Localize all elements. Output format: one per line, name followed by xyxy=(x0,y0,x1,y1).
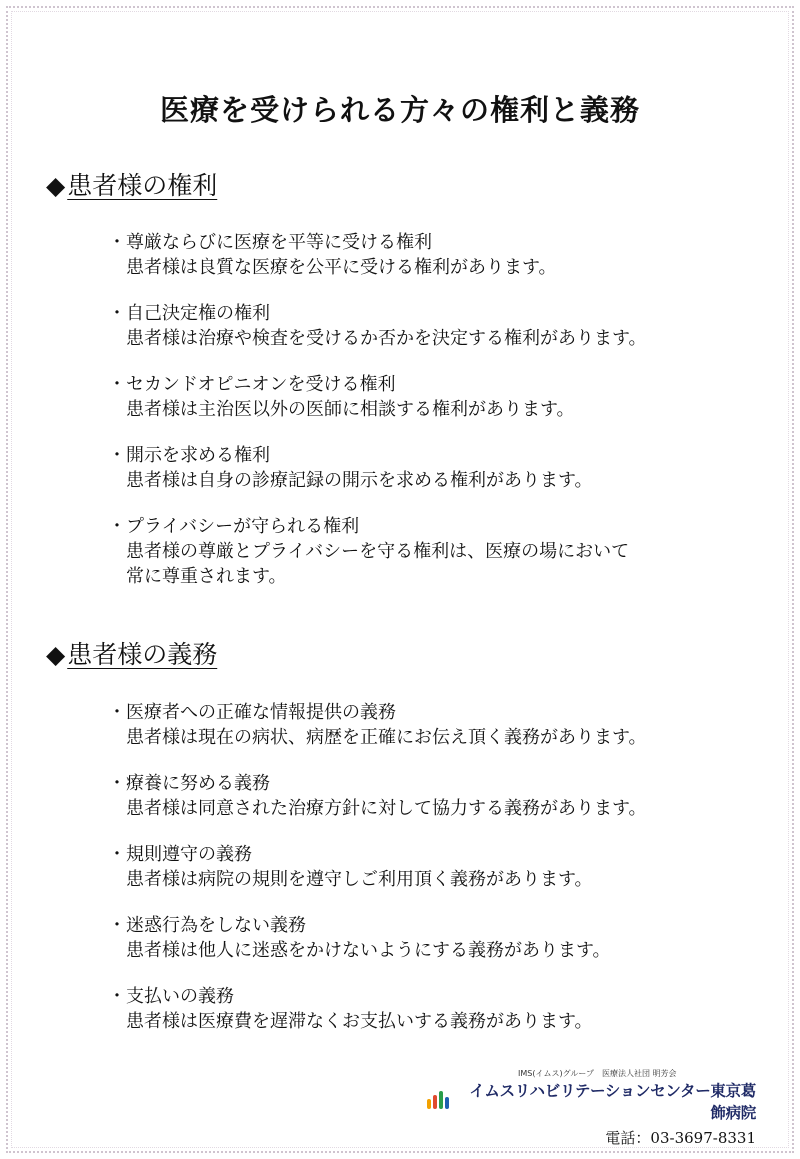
list-item xyxy=(108,700,748,750)
list-item xyxy=(108,913,748,963)
bullet-icon: ・ xyxy=(108,516,126,537)
item-description: 患者様は他人に迷惑をかけないようにする義務があります。 xyxy=(126,940,611,961)
item-title xyxy=(108,443,748,468)
rights-heading-text: 患者様の権利 xyxy=(67,171,218,200)
bullet-icon: ・ xyxy=(108,986,126,1007)
list-item xyxy=(108,771,748,821)
item-description: 患者様は良質な医療を公平に受ける権利があります。 xyxy=(126,257,557,278)
item-title-text: 支払いの義務 xyxy=(126,986,234,1007)
hospital-name: イムスリハビリテーションセンター東京葛飾病院 xyxy=(469,1082,756,1122)
item-description: 患者様は医療費を遅滞なくお支払いする義務があります。 xyxy=(126,1011,593,1032)
bullet-icon: ・ xyxy=(108,303,126,324)
item-title xyxy=(108,913,748,938)
rights-list xyxy=(108,230,748,610)
phone-number: 電話：03-3697-8331 xyxy=(605,1129,756,1147)
item-title-text: 療養に努める義務 xyxy=(126,773,270,794)
list-item xyxy=(108,443,748,493)
item-title xyxy=(108,771,748,796)
footer xyxy=(426,1069,756,1148)
duties-heading xyxy=(46,639,217,671)
list-item xyxy=(108,230,748,280)
item-title-text: 開示を求める権利 xyxy=(126,445,270,466)
item-title xyxy=(108,984,748,1009)
item-title xyxy=(108,230,748,255)
list-item xyxy=(108,301,748,351)
logo-bar xyxy=(445,1097,449,1109)
item-description: 患者様は同意された治療方針に対して協力する義務があります。 xyxy=(126,798,647,819)
item-title-text: 規則遵守の義務 xyxy=(126,844,252,865)
item-description: 患者様は自身の診療記録の開示を求める権利があります。 xyxy=(126,470,593,491)
bullet-icon: ・ xyxy=(108,844,126,865)
item-title xyxy=(108,842,748,867)
bullet-icon: ・ xyxy=(108,915,126,936)
logo-bar xyxy=(427,1099,431,1109)
logo-bar xyxy=(433,1095,437,1109)
item-title-text: セカンドオピニオンを受ける権利 xyxy=(126,374,396,395)
item-description: 患者様は主治医以外の医師に相談する権利があります。 xyxy=(126,399,575,420)
item-description: 患者様は現在の病状、病歴を正確にお伝え頂く義務があります。 xyxy=(126,727,647,748)
bullet-icon: ・ xyxy=(108,374,126,395)
item-title xyxy=(108,700,748,725)
page-title: 医療を受けられる方々の権利と義務 xyxy=(159,93,640,127)
item-title xyxy=(108,301,748,326)
bullet-icon: ・ xyxy=(108,702,126,723)
item-title-text: プライバシーが守られる権利 xyxy=(126,516,360,537)
diamond-marker-icon: ◆ xyxy=(46,640,66,669)
list-item xyxy=(108,372,748,422)
item-title-text: 迷惑行為をしない義務 xyxy=(126,915,306,936)
bullet-icon: ・ xyxy=(108,773,126,794)
item-description: 患者様は治療や検査を受けるか否かを決定する権利があります。 xyxy=(126,328,647,349)
hospital-line xyxy=(426,1079,756,1123)
bullet-icon: ・ xyxy=(108,232,126,253)
item-title xyxy=(108,372,748,397)
item-title xyxy=(108,514,748,539)
list-item xyxy=(108,984,748,1034)
logo-bar xyxy=(439,1091,443,1109)
list-item xyxy=(108,514,748,589)
diamond-marker-icon: ◆ xyxy=(46,171,66,200)
duties-list xyxy=(108,700,748,1055)
item-title-text: 医療者への正確な情報提供の義務 xyxy=(126,702,396,723)
item-title-text: 自己決定権の権利 xyxy=(126,303,270,324)
bullet-icon: ・ xyxy=(108,445,126,466)
rights-heading xyxy=(46,170,217,202)
duties-heading-text: 患者様の義務 xyxy=(67,640,218,669)
item-description: 患者様は病院の規則を遵守しご利用頂く義務があります。 xyxy=(126,869,593,890)
group-line: IMS(イムス)グループ 医療法人社団 明芳会 xyxy=(518,1069,677,1078)
item-description: 患者様の尊厳とプライバシーを守る権利は、医療の場において 常に尊重されます。 xyxy=(126,541,630,587)
ims-logo-icon xyxy=(426,1091,451,1111)
list-item xyxy=(108,842,748,892)
item-title-text: 尊厳ならびに医療を平等に受ける権利 xyxy=(126,232,432,253)
